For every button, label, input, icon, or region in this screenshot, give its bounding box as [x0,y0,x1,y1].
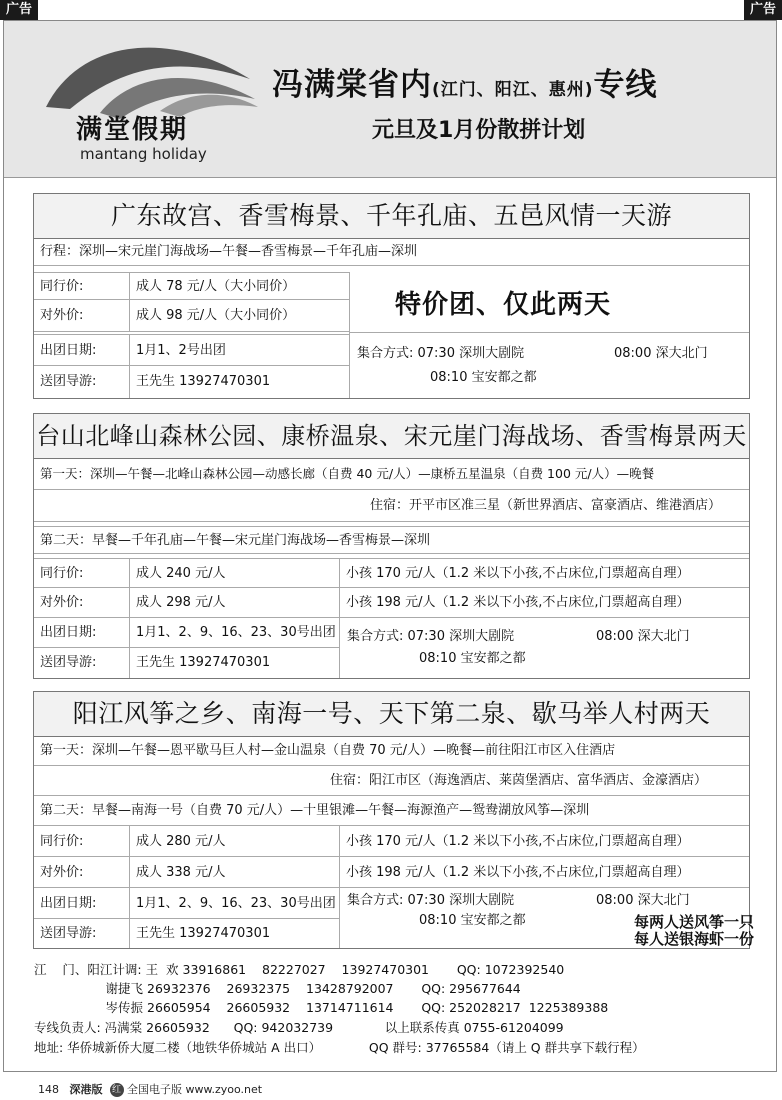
tour-2-guide-row: 送团导游: 王先生 13927470301 [34,648,339,678]
tour-2-meet-3: 08:10 宝安都之都 [419,651,526,666]
contact-line-2: 谢捷飞 26932376 26932375 13428792007 QQ: 295677644 [34,981,521,996]
tour-1-date-row: 出团日期: 1月1、2号出团 [34,334,349,366]
tour-1-title: 广东故宫、香雪梅景、千年孔庙、五邑风情一天游 [34,194,749,239]
ad-tag-right: 广告 [744,0,782,20]
contact-line-3: 岑传振 26605954 26605932 13714711614 QQ: 252028217 1225389388 [34,1000,609,1015]
contact-line-1: 江 门、阳江计调: 王 欢 33916861 82227027 13927470301 QQ: 1072392540 [34,962,565,977]
page-title [272,59,658,104]
tour-1-promo: 特价团、仅此两天 [395,290,612,320]
tour-2-date-row: 出团日期: 1月1、2、9、16、23、30号出团 [34,618,339,648]
logo-english: mantang holiday [80,145,207,163]
tour-2-peer-row: 同行价: 成人 240 元/人 小孩 170 元/人（1.2 米以下小孩,不占床位,门票超高自理） [34,558,749,588]
tour-1-meet-2: 08:00 深大北门 [614,346,708,361]
tour-3-guide-row: 送团导游: 王先生 13927470301 [34,919,339,948]
tour-3-meet-1: 集合方式: 07:30 深圳大剧院 [347,893,515,908]
tour-3-peer-row: 同行价: 成人 280 元/人 小孩 170 元/人（1.2 米以下小孩,不占床位,门票超高自理） [34,826,749,857]
header-banner [4,21,776,178]
page-subtitle: 元旦及1月份散拼计划 [372,118,586,143]
contact-line-4: 专线负责人: 冯满棠 26605932 QQ: 942032739 以上联系传真 0755-61204099 [34,1020,564,1035]
tour-1-peer-row: 同行价: 成人 78 元/人（大小同价） [34,272,349,300]
tour-3 [33,691,750,949]
title-main: 冯满棠省内 [272,67,432,103]
tour-2-day1: 第一天：深圳—午餐—北峰山森林公园—动感长廊（自费 40 元/人）—康桥五星温泉（自费 100 元/人）—晚餐 [34,458,749,490]
tour-1 [33,193,750,399]
page-footer [38,1081,262,1097]
tour-2-meet-2: 08:00 深大北门 [596,629,690,644]
tour-1-itinerary: 行程：深圳—宋元崖门海战场—午餐—香雪梅景—千年孔庙—深圳 [34,238,749,266]
title-region: (江门、阳江、惠州) [432,80,594,100]
tour-2-meet-1: 集合方式: 07:30 深圳大剧院 [347,629,515,644]
gift-kite: 每两人送风筝一只 [633,913,754,931]
tour-3-day2: 第二天：早餐—南海一号（自费 70 元/人）—十里银滩—午餐—海源渔产—鸳鸯湖放风筝—深圳 [34,796,749,826]
tour-1-guide-row: 送团导游: 王先生 13927470301 [34,366,349,398]
tour-3-date-row: 出团日期: 1月1、2、9、16、23、30号出团 [34,888,339,919]
ad-tag-left: 广告 [0,0,38,20]
tour-3-gift [602,914,754,948]
tour-3-title: 阳江风筝之乡、南海一号、天下第二泉、歇马举人村两天 [34,692,749,737]
tour-2-day2: 第二天：早餐—千年孔庙—午餐—宋元崖门海战场—香雪梅景—深圳 [34,526,749,554]
tour-3-public-row: 对外价: 成人 338 元/人 小孩 198 元/人（1.2 米以下小孩,不占床位,门票超高自理） [34,857,749,888]
tour-2-public-row: 对外价: 成人 298 元/人 小孩 198 元/人（1.2 米以下小孩,不占床位,门票超高自理） [34,588,749,618]
contact-line-5: 地址: 华侨城新侨大厦二楼（地铁华侨城站 A 出口） QQ 群号: 37765584（请上 Q 群共享下载行程） [34,1040,645,1055]
title-end: 专线 [593,67,658,103]
tour-2-title: 台山北峰山森林公园、康桥温泉、宋元崖门海战场、香雪梅景两天 [34,414,749,459]
tour-1-public-row: 对外价: 成人 98 元/人（大小同价） [34,300,349,332]
tour-3-meet-3: 08:10 宝安都之都 [419,913,526,928]
site: 全国电子版 www.zyoo.net [127,1083,263,1096]
tour-1-meet-3: 08:10 宝安都之都 [430,370,537,385]
logo-name: 满堂假期 [76,115,189,145]
tour-2-hotel: 住宿：开平市区准三星（新世界酒店、富豪酒店、维港酒店） [34,490,749,522]
page-number: 148 [38,1083,59,1096]
tour-3-meet-2: 08:00 深大北门 [596,893,690,908]
gift-shrimp: 每人送银海虾一份 [633,930,754,948]
edition: 深港版 [69,1083,103,1096]
edition-badge-icon: 红 [110,1083,124,1097]
tour-1-meet-1: 集合方式: 07:30 深圳大剧院 [357,346,525,361]
tour-3-day1: 第一天：深圳—午餐—恩平歇马巨人村—金山温泉（自费 70 元/人）—晚餐—前往阳江市区入住酒店 [34,736,749,766]
tour-2 [33,413,750,679]
tour-3-hotel: 住宿：阳江市区（海逸酒店、莱茵堡酒店、富华酒店、金濠酒店） [34,766,749,796]
